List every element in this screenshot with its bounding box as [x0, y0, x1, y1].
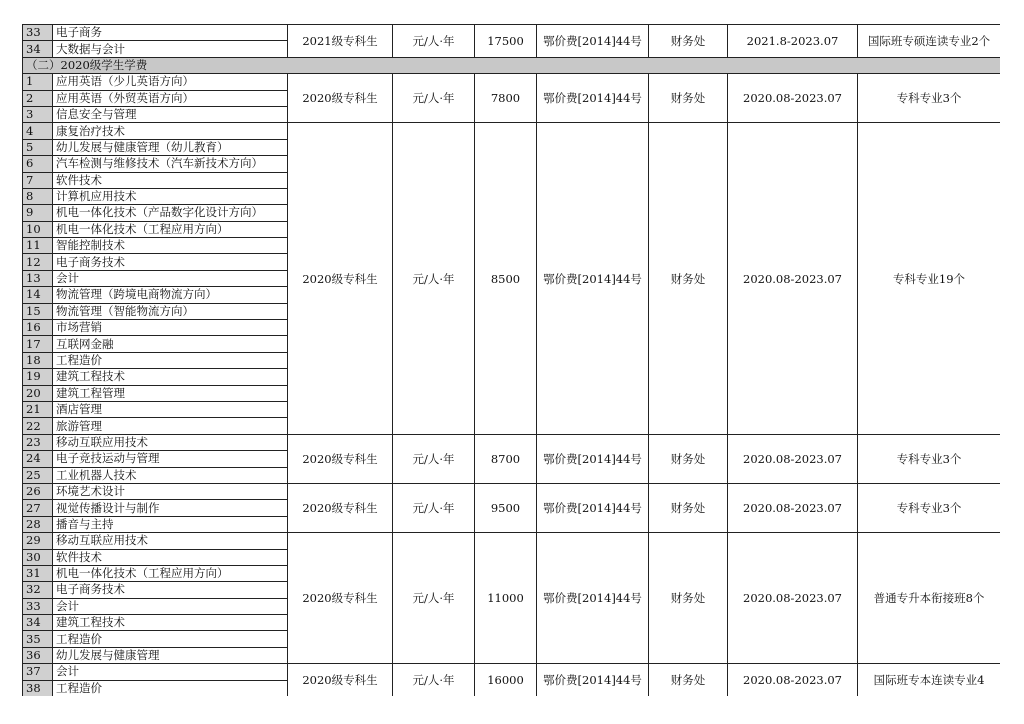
major-name: 幼儿发展与健康管理 [53, 647, 288, 663]
row-number: 17 [23, 336, 53, 352]
section-title: （二）2020级学生学费 [23, 57, 1001, 73]
major-name: 建筑工程技术 [53, 615, 288, 631]
doc-cell: 鄂价费[2014]44号 [537, 533, 649, 664]
fee-cell: 11000 [475, 533, 537, 664]
period-cell: 2020.08-2023.07 [728, 434, 858, 483]
fee-table [22, 24, 1000, 696]
table-row [23, 664, 1001, 680]
unit-cell: 元/人·年 [393, 434, 475, 483]
row-number: 33 [23, 598, 53, 614]
fee-spreadsheet [22, 24, 1000, 696]
grade-cell: 2020级专科生 [288, 434, 393, 483]
office-cell: 财务处 [649, 25, 728, 58]
major-name: 工程造价 [53, 680, 288, 696]
row-number: 19 [23, 369, 53, 385]
major-name: 市场营销 [53, 320, 288, 336]
note-cell: 专科专业3个 [858, 434, 1001, 483]
doc-cell: 鄂价费[2014]44号 [537, 74, 649, 123]
row-number: 16 [23, 320, 53, 336]
row-number: 13 [23, 270, 53, 286]
fee-cell: 17500 [475, 25, 537, 58]
major-name: 应用英语（外贸英语方向） [53, 90, 288, 106]
unit-cell: 元/人·年 [393, 123, 475, 434]
row-number: 27 [23, 500, 53, 516]
office-cell: 财务处 [649, 123, 728, 434]
major-name: 移动互联应用技术 [53, 533, 288, 549]
major-name: 工程造价 [53, 631, 288, 647]
office-cell: 财务处 [649, 533, 728, 664]
row-number: 11 [23, 238, 53, 254]
row-number: 38 [23, 680, 53, 696]
row-number: 5 [23, 139, 53, 155]
row-number: 10 [23, 221, 53, 237]
table-row [23, 25, 1001, 41]
row-number: 18 [23, 352, 53, 368]
row-number: 34 [23, 41, 53, 57]
row-number: 9 [23, 205, 53, 221]
period-cell: 2020.08-2023.07 [728, 74, 858, 123]
row-number: 35 [23, 631, 53, 647]
period-cell: 2020.08-2023.07 [728, 123, 858, 434]
row-number: 7 [23, 172, 53, 188]
row-number: 28 [23, 516, 53, 532]
major-name: 酒店管理 [53, 401, 288, 417]
unit-cell: 元/人·年 [393, 483, 475, 532]
major-name: 机电一体化技术（产品数字化设计方向） [53, 205, 288, 221]
row-number: 20 [23, 385, 53, 401]
table-row [23, 434, 1001, 450]
section-header-row [23, 57, 1001, 73]
fee-cell: 7800 [475, 74, 537, 123]
major-name: 电子竞技运动与管理 [53, 451, 288, 467]
row-number: 2 [23, 90, 53, 106]
fee-cell: 16000 [475, 664, 537, 696]
major-name: 物流管理（智能物流方向） [53, 303, 288, 319]
office-cell: 财务处 [649, 74, 728, 123]
row-number: 26 [23, 483, 53, 499]
grade-cell: 2020级专科生 [288, 664, 393, 696]
grade-cell: 2020级专科生 [288, 483, 393, 532]
unit-cell: 元/人·年 [393, 533, 475, 664]
major-name: 移动互联应用技术 [53, 434, 288, 450]
table-row [23, 533, 1001, 549]
row-number: 25 [23, 467, 53, 483]
row-number: 1 [23, 74, 53, 90]
major-name: 智能控制技术 [53, 238, 288, 254]
office-cell: 财务处 [649, 483, 728, 532]
row-number: 22 [23, 418, 53, 434]
major-name: 物流管理（跨境电商物流方向） [53, 287, 288, 303]
doc-cell: 鄂价费[2014]44号 [537, 664, 649, 696]
row-number: 21 [23, 401, 53, 417]
row-number: 36 [23, 647, 53, 663]
period-cell: 2020.08-2023.07 [728, 664, 858, 696]
fee-cell: 9500 [475, 483, 537, 532]
fee-cell: 8500 [475, 123, 537, 434]
row-number: 37 [23, 664, 53, 680]
major-name: 软件技术 [53, 549, 288, 565]
major-name: 电子商务 [53, 25, 288, 41]
row-number: 30 [23, 549, 53, 565]
doc-cell: 鄂价费[2014]44号 [537, 434, 649, 483]
grade-cell: 2021级专科生 [288, 25, 393, 58]
major-name: 计算机应用技术 [53, 188, 288, 204]
row-number: 4 [23, 123, 53, 139]
major-name: 视觉传播设计与制作 [53, 500, 288, 516]
major-name: 电子商务技术 [53, 582, 288, 598]
major-name: 大数据与会计 [53, 41, 288, 57]
table-row [23, 74, 1001, 90]
fee-cell: 8700 [475, 434, 537, 483]
row-number: 24 [23, 451, 53, 467]
major-name: 会计 [53, 598, 288, 614]
major-name: 康复治疗技术 [53, 123, 288, 139]
doc-cell: 鄂价费[2014]44号 [537, 483, 649, 532]
major-name: 幼儿发展与健康管理（幼儿教育） [53, 139, 288, 155]
major-name: 工业机器人技术 [53, 467, 288, 483]
grade-cell: 2020级专科生 [288, 74, 393, 123]
office-cell: 财务处 [649, 434, 728, 483]
major-name: 汽车检测与维修技术（汽车新技术方向） [53, 156, 288, 172]
major-name: 播音与主持 [53, 516, 288, 532]
row-number: 15 [23, 303, 53, 319]
note-cell: 专科专业19个 [858, 123, 1001, 434]
unit-cell: 元/人·年 [393, 74, 475, 123]
note-cell: 普通专升本衔接班8个 [858, 533, 1001, 664]
doc-cell: 鄂价费[2014]44号 [537, 25, 649, 58]
table-row [23, 123, 1001, 139]
table-row [23, 483, 1001, 499]
period-cell: 2020.08-2023.07 [728, 533, 858, 664]
major-name: 互联网金融 [53, 336, 288, 352]
grade-cell: 2020级专科生 [288, 123, 393, 434]
major-name: 建筑工程技术 [53, 369, 288, 385]
note-cell: 国际班专本连读专业4 [858, 664, 1001, 696]
row-number: 33 [23, 25, 53, 41]
major-name: 会计 [53, 664, 288, 680]
note-cell: 专科专业3个 [858, 74, 1001, 123]
note-cell: 国际班专硕连读专业2个 [858, 25, 1001, 58]
doc-cell: 鄂价费[2014]44号 [537, 123, 649, 434]
row-number: 3 [23, 106, 53, 122]
major-name: 会计 [53, 270, 288, 286]
row-number: 29 [23, 533, 53, 549]
major-name: 信息安全与管理 [53, 106, 288, 122]
row-number: 32 [23, 582, 53, 598]
period-cell: 2021.8-2023.07 [728, 25, 858, 58]
row-number: 8 [23, 188, 53, 204]
office-cell: 财务处 [649, 664, 728, 696]
major-name: 建筑工程管理 [53, 385, 288, 401]
row-number: 23 [23, 434, 53, 450]
row-number: 34 [23, 615, 53, 631]
row-number: 12 [23, 254, 53, 270]
major-name: 应用英语（少儿英语方向） [53, 74, 288, 90]
row-number: 14 [23, 287, 53, 303]
unit-cell: 元/人·年 [393, 664, 475, 696]
major-name: 机电一体化技术（工程应用方向） [53, 221, 288, 237]
period-cell: 2020.08-2023.07 [728, 483, 858, 532]
unit-cell: 元/人·年 [393, 25, 475, 58]
note-cell: 专科专业3个 [858, 483, 1001, 532]
major-name: 机电一体化技术（工程应用方向） [53, 565, 288, 581]
grade-cell: 2020级专科生 [288, 533, 393, 664]
row-number: 6 [23, 156, 53, 172]
major-name: 工程造价 [53, 352, 288, 368]
major-name: 电子商务技术 [53, 254, 288, 270]
major-name: 环境艺术设计 [53, 483, 288, 499]
row-number: 31 [23, 565, 53, 581]
major-name: 软件技术 [53, 172, 288, 188]
major-name: 旅游管理 [53, 418, 288, 434]
